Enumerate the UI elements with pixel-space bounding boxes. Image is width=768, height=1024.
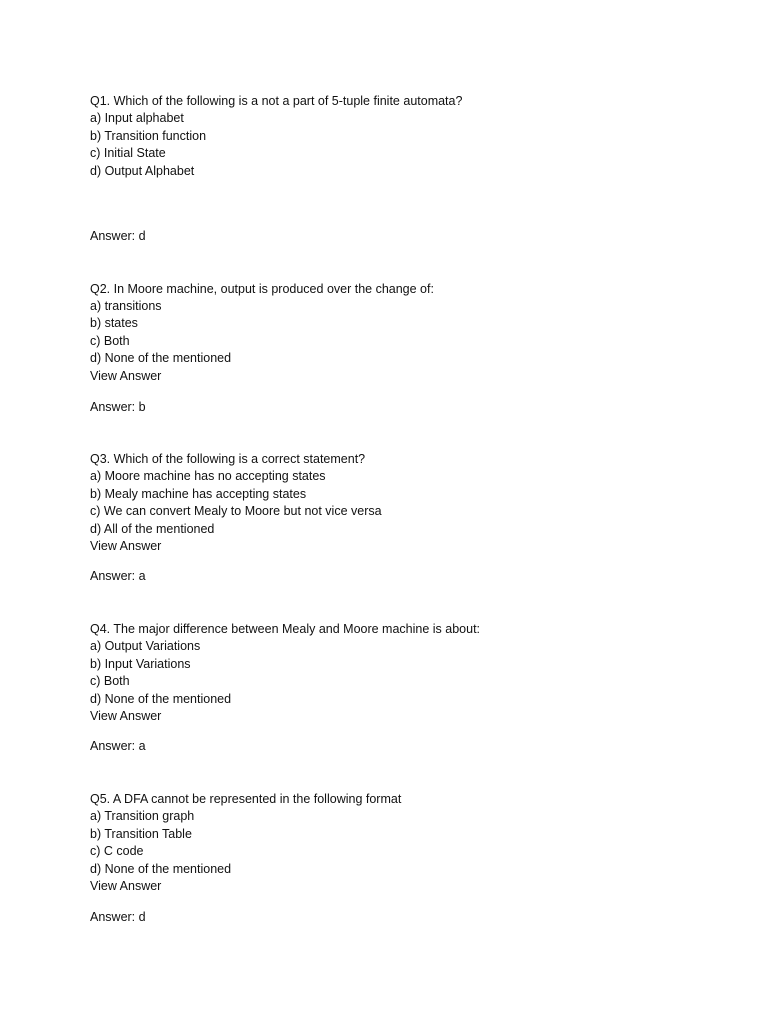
question-3-answer: Answer: a <box>90 569 146 583</box>
question-3-view-answer-link[interactable]: View Answer <box>90 539 162 553</box>
question-4-view-answer-link[interactable]: View Answer <box>90 709 162 723</box>
question-2-view-answer-link[interactable]: View Answer <box>90 368 162 383</box>
question-5-option-d: d) None of the mentioned <box>90 861 232 876</box>
question-5-text: Q5. A DFA cannot be represented in the following format <box>90 792 402 806</box>
question-5-option-c: c) C code <box>90 844 144 859</box>
question-2-text: Q2. In Moore machine, output is produced over the change of: <box>90 281 434 296</box>
question-5-option-b: b) Transition Table <box>90 826 192 841</box>
question-2-option-d: d) None of the mentioned <box>90 351 232 366</box>
question-1-option-a: a) Input alphabet <box>90 111 184 126</box>
question-3-option-b: b) Mealy machine has accepting states <box>90 486 307 501</box>
question-5-view-answer-link[interactable]: View Answer <box>90 879 162 893</box>
question-4-option-c: c) Both <box>90 674 130 689</box>
question-3-option-a: a) Moore machine has no accepting states <box>90 469 326 484</box>
question-4-option-b: b) Input Variations <box>90 656 191 671</box>
question-1-option-c: c) Initial State <box>90 146 166 161</box>
question-3-text: Q3. Which of the following is a correct statement? <box>90 452 366 466</box>
question-1-option-d: d) Output Alphabet <box>90 163 195 178</box>
question-5-option-a: a) Transition graph <box>90 809 195 824</box>
question-1-answer: Answer: d <box>90 229 146 243</box>
question-4-text: Q4. The major difference between Mealy and Moore machine is about: <box>90 622 481 636</box>
question-2-answer: Answer: b <box>90 399 146 414</box>
question-1-text: Q1. Which of the following is a not a part of 5-tuple finite automata? <box>90 94 463 108</box>
question-4-option-a: a) Output Variations <box>90 639 201 654</box>
question-2-option-a: a) transitions <box>90 298 162 313</box>
question-3-option-c: c) We can convert Mealy to Moore but not vice versa <box>90 504 382 519</box>
question-1-option-b: b) Transition function <box>90 128 207 143</box>
question-3-option-d: d) All of the mentioned <box>90 521 215 536</box>
question-4-answer: Answer: a <box>90 739 146 753</box>
question-4-option-d: d) None of the mentioned <box>90 691 232 706</box>
question-2-option-c: c) Both <box>90 333 130 348</box>
question-5-answer: Answer: d <box>90 909 146 924</box>
question-2-option-b: b) states <box>90 316 138 331</box>
